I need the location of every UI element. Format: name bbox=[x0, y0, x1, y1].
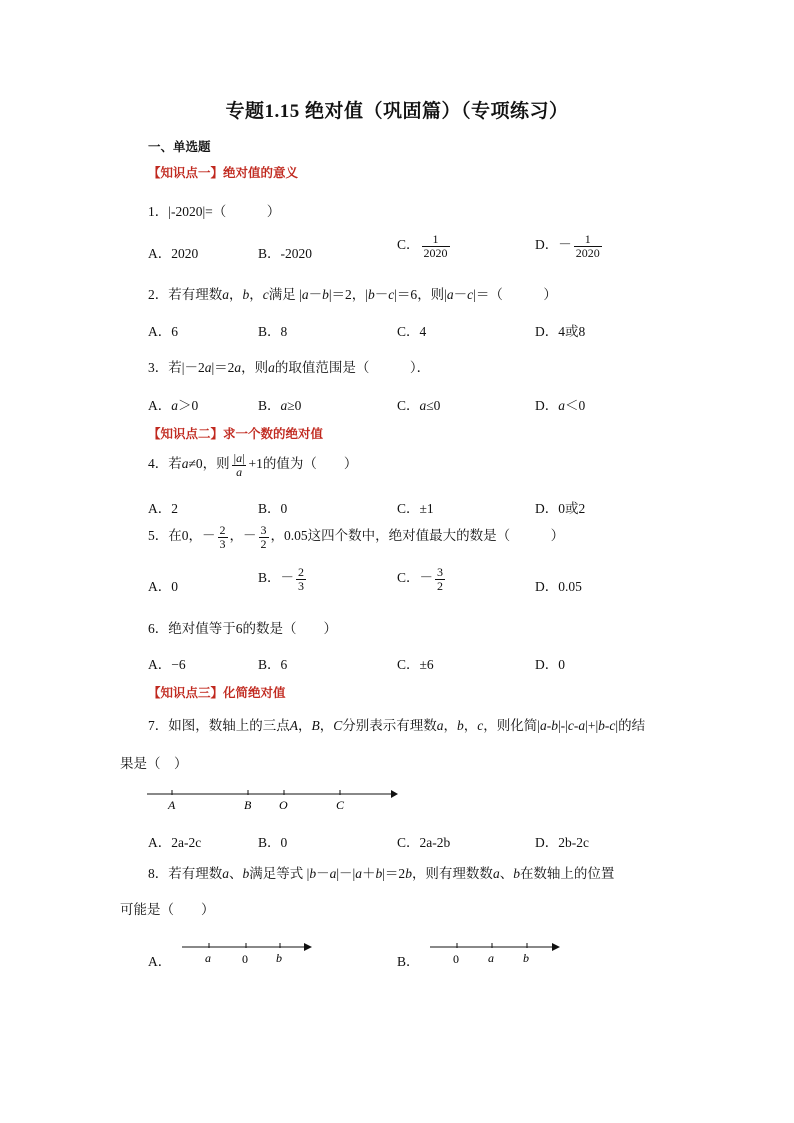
section-heading: 一、单选题 bbox=[148, 140, 211, 154]
q6-option-c[interactable]: C．±6 bbox=[397, 657, 434, 672]
label-c: C bbox=[336, 798, 345, 812]
q1-option-b[interactable]: B．-2020 bbox=[258, 246, 312, 261]
q1-option-c[interactable]: C． $\frac{1}{2020}$ bbox=[397, 232, 448, 260]
q4-option-d[interactable]: D．0或2 bbox=[535, 501, 586, 516]
page-title: 专题1.15 绝对值（巩固篇）（专项练习） bbox=[225, 101, 569, 122]
knowledge-point-2: 【知识点二】求一个数的绝对值 bbox=[148, 427, 324, 441]
label-o: O bbox=[279, 798, 288, 812]
q7-option-a[interactable]: A．2a-2c bbox=[148, 835, 202, 850]
knowledge-point-1: 【知识点一】绝对值的意义 bbox=[148, 166, 299, 180]
question-2: 2．若有理数a，b，c满足 |a－b|＝2，|b－c|＝6，则|a－c|＝（ ） bbox=[148, 287, 557, 302]
q7-option-b[interactable]: B．0 bbox=[258, 835, 288, 850]
label-a: a bbox=[488, 951, 494, 965]
label-b: B bbox=[244, 798, 252, 812]
q3-option-a[interactable]: A．a＞0 bbox=[148, 398, 199, 413]
q4-option-b[interactable]: B．0 bbox=[258, 501, 288, 516]
arrow-head bbox=[304, 943, 312, 951]
knowledge-point-3: 【知识点三】化简绝对值 bbox=[148, 686, 286, 700]
number-line-q8-a[interactable] bbox=[180, 938, 315, 968]
arrow-head bbox=[552, 943, 560, 951]
number-line-q8-b[interactable] bbox=[428, 938, 563, 968]
q1-option-a[interactable]: A．2020 bbox=[148, 246, 199, 261]
q3-option-b[interactable]: B．a≥0 bbox=[258, 398, 302, 413]
label-0: 0 bbox=[242, 952, 248, 966]
question-8-line-2: 可能是（ ） bbox=[120, 902, 215, 917]
q6-option-a[interactable]: A．−6 bbox=[148, 657, 186, 672]
question-6: 6．绝对值等于6的数是（ ） bbox=[148, 621, 337, 636]
q5-option-d[interactable]: D．0.05 bbox=[535, 579, 582, 594]
q4-option-a[interactable]: A．2 bbox=[148, 501, 178, 516]
q4-option-c[interactable]: C．±1 bbox=[397, 501, 434, 516]
q3-option-c[interactable]: C．a≤0 bbox=[397, 398, 441, 413]
q3-option-d[interactable]: D．a＜0 bbox=[535, 398, 586, 413]
q6-option-d[interactable]: D．0 bbox=[535, 657, 565, 672]
label-b: b bbox=[276, 951, 282, 965]
q8-option-a[interactable]: A． bbox=[148, 954, 172, 969]
q7-option-c[interactable]: C．2a-2b bbox=[397, 835, 451, 850]
q1-option-d[interactable]: D．－ $\frac{1}{2020}$ bbox=[535, 232, 600, 260]
q2-option-c[interactable]: C．4 bbox=[397, 324, 427, 339]
q2-option-d[interactable]: D．4或8 bbox=[535, 324, 586, 339]
q8-option-b[interactable]: B． bbox=[397, 954, 420, 969]
question-4: 4．若a≠0，则 $\frac{|a|}{a}$ +1的值为（ ） bbox=[148, 451, 358, 479]
label-a: a bbox=[205, 951, 211, 965]
question-3: 3．若|－2a|＝2a，则a的取值范围是（ ）． bbox=[148, 360, 431, 375]
q5-option-a[interactable]: A．0 bbox=[148, 579, 178, 594]
question-1: 1．|-2020|=（ ） bbox=[148, 204, 281, 219]
question-8: 8．若有理数a、b满足等式 |b－a|－|a＋b|＝2b，则有理数数a、b在数轴上的位置 bbox=[148, 866, 615, 881]
label-0: 0 bbox=[453, 952, 459, 966]
question-7-line-2: 果是（ ） bbox=[120, 756, 188, 771]
q7-option-d[interactable]: D．2b-2c bbox=[535, 835, 589, 850]
q2-option-a[interactable]: A．6 bbox=[148, 324, 178, 339]
label-b: b bbox=[523, 951, 529, 965]
q6-option-b[interactable]: B．6 bbox=[258, 657, 288, 672]
arrow-head bbox=[391, 790, 398, 798]
question-5: 5．在0，－ $\frac{2}{3}$ ，－ $\frac{3}{2}$ ，0.05这四个数中，绝对值最大的数是（ ） bbox=[148, 523, 565, 551]
q2-option-b[interactable]: B．8 bbox=[258, 324, 288, 339]
number-line-q7 bbox=[145, 785, 400, 813]
question-7: 7．如图，数轴上的三点A，B，C分别表示有理数a，b，c，则化简|a-b|-|c-a|+|b-c|的结 bbox=[148, 718, 646, 733]
label-a: A bbox=[168, 798, 176, 812]
q5-option-c[interactable]: C．－ $\frac{3}{2}$ bbox=[397, 565, 444, 593]
q5-option-b[interactable]: B．－ $\frac{2}{3}$ bbox=[258, 565, 305, 593]
